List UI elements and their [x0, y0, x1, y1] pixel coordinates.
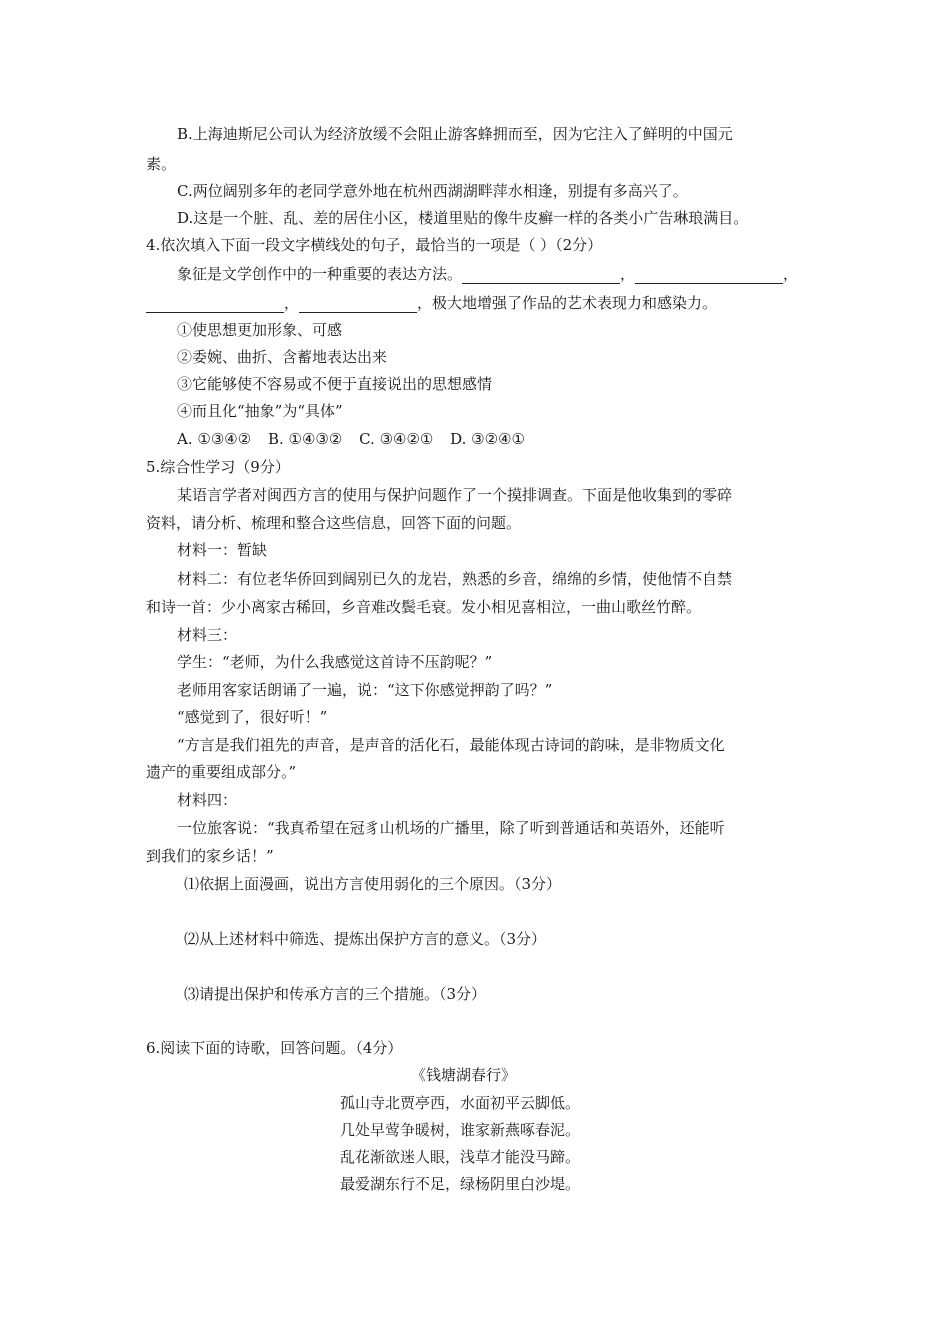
material-1: 材料一：暂缺	[177, 541, 268, 559]
material-2-line1: 材料二：有位老华侨回到阔别已久的龙岩，熟悉的乡音，绵绵的乡情，使他情不自禁	[177, 570, 733, 588]
material-2-line2: 和诗一首：少小离家古稀回，乡音难改鬓毛衰。发小相见喜相泣，一曲山歌丝竹醉。	[146, 598, 702, 616]
option-c: C.两位阔别多年的老同学意外地在杭州西湖湖畔萍水相逢，别提有多高兴了。	[177, 182, 688, 200]
q4-item-4: ④而且化“抽象”为“具体”	[177, 402, 343, 420]
material-3: 材料三：	[177, 626, 238, 644]
poem-title: 《钱塘湖春行》	[411, 1066, 517, 1084]
material-4-line2: 到我们的家乡话！”	[146, 847, 274, 865]
q5-intro-line1: 某语言学者对闽西方言的使用与保护问题作了一个摸排调查。下面是他收集到的零碎	[177, 486, 733, 504]
dialogue-4-line1: “方言是我们祖先的声音，是声音的活化石，最能体现古诗词的韵味，是非物质文化	[177, 736, 725, 754]
material-4: 材料四：	[177, 791, 238, 809]
sub-question-3: ⑶请提出保护和传承方言的三个措施。（3分）	[184, 985, 487, 1003]
q4-text-line1	[177, 264, 798, 284]
q4-comma: ，	[620, 265, 636, 283]
q4-item-3: ③它能够使不容易或不便于直接说出的思想感情	[177, 375, 493, 393]
dialogue-1: 学生：“老师，为什么我感觉这首诗不压韵呢？”	[177, 653, 493, 671]
q4-text-line2	[146, 293, 717, 313]
poem-line-3: 乱花渐欲迷人眼，浅草才能没马蹄。	[340, 1148, 581, 1166]
q5-stem: 5.综合性学习（9分）	[146, 458, 290, 476]
answer-c: C. ③④②①	[359, 430, 434, 448]
answer-d: D. ③②④①	[450, 430, 525, 448]
poem-line-1: 孤山寺北贾亭西，水面初平云脚低。	[340, 1094, 581, 1112]
material-4-line1: 一位旅客说：“我真希望在冠豸山机场的广播里，除了听到普通话和英语外，还能听	[177, 819, 725, 837]
option-d: D.这是一个脏、乱、差的居住小区，楼道里贴的像牛皮癣一样的各类小广告琳琅满目。	[177, 209, 749, 227]
fill-blank-4	[299, 296, 417, 313]
fill-blank-3	[146, 296, 284, 313]
sub-question-1: ⑴依据上面漫画，说出方言使用弱化的三个原因。（3分）	[184, 875, 562, 893]
q4-item-1: ①使思想更加形象、可感	[177, 321, 343, 339]
dialogue-3: “感觉到了，很好听！”	[177, 708, 328, 726]
option-b-line1: B.上海迪斯尼公司认为经济放缓不会阻止游客蜂拥而至，因为它注入了鲜明的中国元	[177, 125, 733, 143]
answer-a: A. ①③④②	[177, 430, 252, 448]
sub-question-2: ⑵从上述材料中筛选、提炼出保护方言的意义。（3分）	[184, 930, 547, 948]
poem-line-4: 最爱湖东行不足，绿杨阴里白沙堤。	[340, 1175, 581, 1193]
q4-stem: 4.依次填入下面一段文字横线处的句子，最恰当的一项是（ ）（2分）	[146, 236, 603, 254]
poem-line-2: 几处早莺争暖树，谁家新燕啄春泥。	[340, 1121, 581, 1139]
dialogue-2: 老师用客家话朗诵了一遍，说：“这下你感觉押韵了吗？”	[177, 681, 553, 699]
dialogue-4-line2: 遗产的重要组成部分。”	[146, 763, 297, 781]
q4-comma: ，	[284, 294, 300, 312]
q5-intro-line2: 资料，请分析、梳理和整合这些信息，回答下面的问题。	[146, 514, 522, 532]
q6-stem: 6.阅读下面的诗歌，回答问题。（4分）	[146, 1039, 403, 1057]
q4-answers	[177, 429, 525, 449]
fill-blank-1	[462, 267, 620, 284]
q4-text-start: 象征是文学创作中的一种重要的表达方法。	[177, 265, 463, 283]
option-b-line2: 素。	[146, 155, 177, 173]
answer-b: B. ①④③②	[267, 430, 343, 448]
q4-comma: ，	[783, 265, 799, 283]
fill-blank-2	[635, 267, 783, 284]
q4-text-end: ，极大地增强了作品的艺术表现力和感染力。	[417, 294, 718, 312]
q4-item-2: ②委婉、曲折、含蓄地表达出来	[177, 348, 388, 366]
